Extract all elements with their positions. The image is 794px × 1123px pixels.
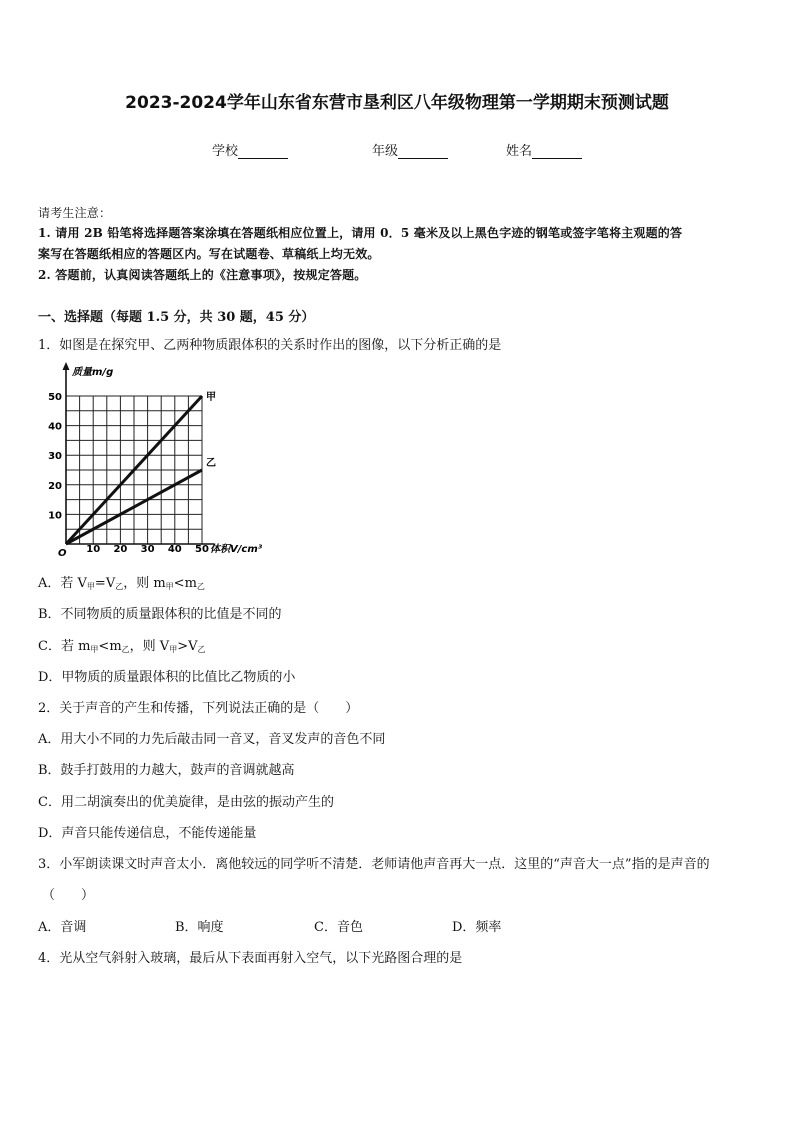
grade-field[interactable] — [372, 140, 448, 159]
q2-stem: 2．关于声音的产生和传播，下列说法正确的是（ ） — [38, 701, 359, 716]
origin-label: O — [58, 548, 67, 559]
x-tick-label: 40 — [167, 544, 182, 555]
mass-volume-chart — [50, 358, 280, 558]
y-axis-label: 质量m/g — [72, 367, 114, 378]
name-blank[interactable] — [532, 144, 582, 159]
q3-option-b[interactable]: B．响度 — [175, 920, 224, 935]
q1-option-a[interactable]: A．若 $V_甲=V_乙$，则 $m_甲<m_乙$ — [38, 576, 205, 591]
y-axis-arrow — [63, 362, 70, 370]
student-info-row — [0, 140, 794, 160]
notice-heading: 请考生注意： — [38, 206, 112, 220]
y-tick-label: 50 — [48, 392, 62, 403]
y-tick-label: 20 — [48, 480, 62, 492]
q2-option-b[interactable]: B．鼓手打鼓用的力越大，鼓声的音调就越高 — [38, 763, 295, 778]
q2-option-a[interactable]: A．用大小不同的力先后敲击同一音叉，音叉发声的音色不同 — [38, 732, 386, 747]
q1-stem: 1．如图是在探究甲、乙两种物质跟体积的关系时作出的图像，以下分析正确的是 — [38, 338, 502, 353]
q4-stem: 4．光从空气斜射入玻璃，最后从下表面再射入空气，以下光路图合理的是 — [38, 951, 463, 966]
x-tick-label: 50 — [195, 544, 209, 555]
grade-blank[interactable] — [398, 144, 448, 159]
notice-item-1b: 案写在答题纸相应的答题区内。写在试题卷、草稿纸上均无效。 — [38, 247, 380, 261]
q3-option-a[interactable]: A．音调 — [38, 920, 87, 935]
exam-title: 2023-2024学年山东省东营市垦利区八年级物理第一学期期末预测试题 — [125, 93, 669, 113]
school-blank[interactable] — [238, 144, 288, 159]
name-field[interactable] — [506, 140, 582, 159]
q3-stem-line1: 3．小军朗读课文时声音太小．离他较远的同学听不清楚．老师请他声音再大一点．这里的“声音大一点”指的是声音的 — [38, 857, 710, 872]
series-label-1: 乙 — [206, 458, 216, 469]
y-tick-label: 40 — [48, 421, 62, 433]
q3-stem-line2: （ ） — [42, 888, 95, 903]
y-tick-label: 10 — [48, 510, 62, 522]
y-tick-label: 30 — [48, 451, 62, 463]
q2-option-c[interactable]: C．用二胡演奏出的优美旋律，是由弦的振动产生的 — [38, 795, 334, 810]
school-label: 学校 — [212, 144, 239, 159]
name-label: 姓名 — [506, 144, 533, 159]
school-field[interactable] — [212, 140, 288, 159]
q3-option-d[interactable]: D．频率 — [452, 920, 502, 935]
x-axis-label: 体积V/cm³ — [210, 544, 263, 555]
q3-option-c[interactable]: C．音色 — [314, 920, 363, 935]
x-tick-label: 20 — [113, 544, 128, 555]
grade-label: 年级 — [372, 144, 399, 159]
q1-option-d[interactable]: D．甲物质的质量跟体积的比值比乙物质的小 — [38, 670, 296, 685]
section-heading: 一、选择题（每题 1.5 分，共 30 题，45 分） — [38, 310, 315, 325]
notice-item-2: 2. 答题前，认真阅读答题纸上的《注意事项》，按规定答题。 — [38, 268, 367, 282]
x-tick-label: 30 — [140, 544, 155, 555]
q2-option-d[interactable]: D．声音只能传递信息，不能传递能量 — [38, 826, 257, 841]
x-tick-label: 10 — [86, 544, 101, 555]
q1-option-c[interactable]: C．若 $m_甲<m_乙$，则 $V_甲>V_乙$ — [38, 639, 206, 654]
q1-option-b[interactable]: B．不同物质的质量跟体积的比值是不同的 — [38, 607, 282, 622]
series-label-0: 甲 — [206, 392, 216, 403]
notice-item-1a: 1. 请用 2B 铅笔将选择题答案涂填在答题纸相应位置上，请用 0．5 毫米及以上黑色字迹的钢笔或签字笔将主观题的答 — [38, 226, 683, 240]
q3-options-row — [38, 916, 738, 936]
